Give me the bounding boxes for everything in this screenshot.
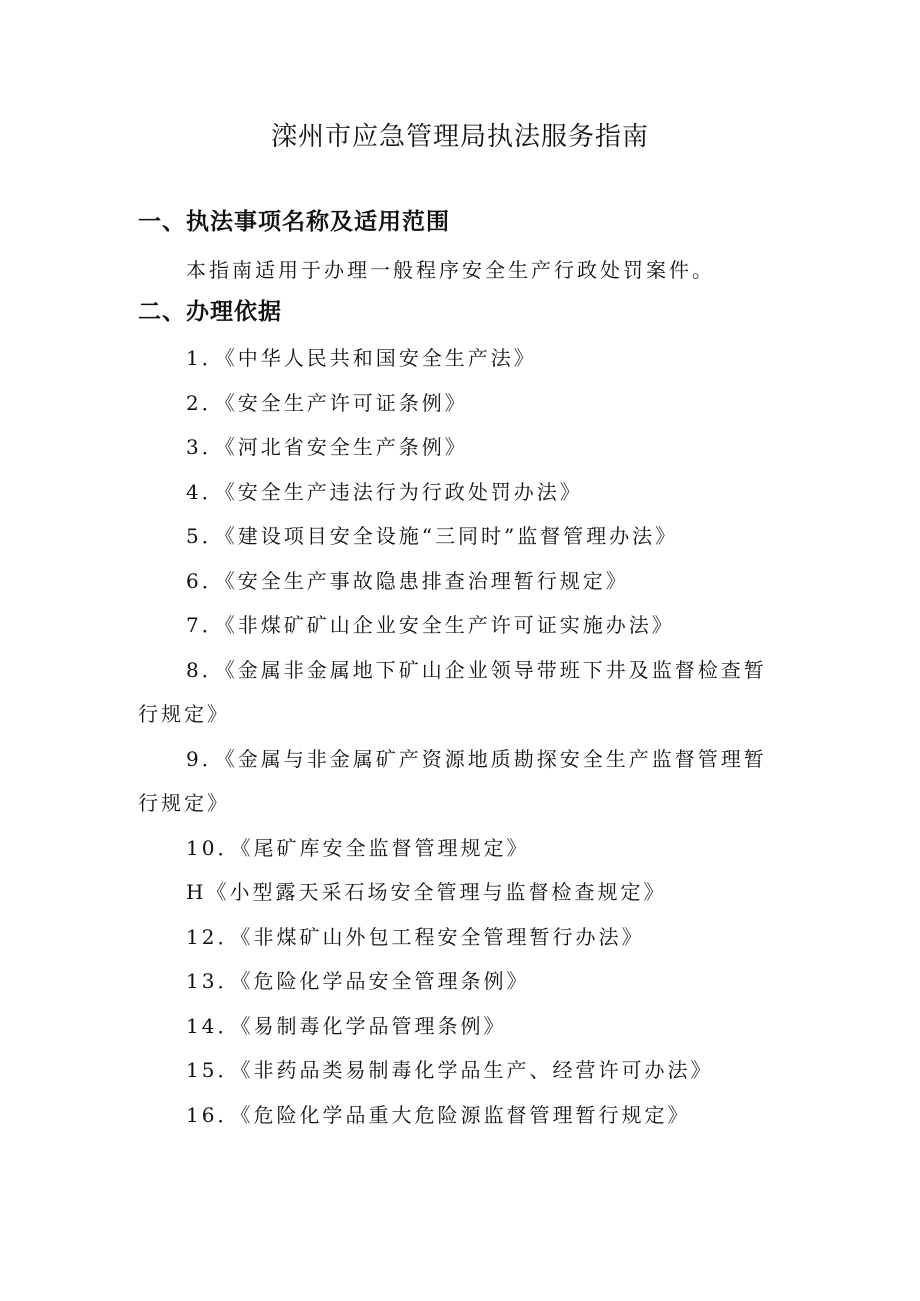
list-item: 15．《非药品类易制毒化学品生产、经营许可办法》: [186, 1058, 714, 1082]
list-item: 3．《河北省安全生产条例》: [186, 435, 468, 459]
section-heading-basis: 二、办理依据: [138, 299, 282, 325]
list-item: 12．《非煤矿山外包工程安全管理暂行办法》: [186, 924, 645, 949]
scope-paragraph: 本指南适用于办理一般程序安全生产行政处罚案件。: [186, 258, 715, 282]
list-item: 14．《易制毒化学品管理条例》: [186, 1013, 507, 1038]
basis-list: [138, 336, 788, 1137]
list-item: 13．《危险化学品安全管理条例》: [186, 969, 530, 993]
list-item: 9．《金属与非金属矿产资源地质勘探安全生产监督管理暂行规定》: [138, 746, 767, 815]
list-item: 1．《中华人民共和国安全生产法》: [186, 346, 537, 370]
list-item: 16．《危险化学品重大危险源监督管理暂行规定》: [186, 1102, 691, 1127]
section-heading-scope: 一、执法事项名称及适用范围: [138, 209, 450, 235]
list-item: 6．《安全生产事故隐患排查治理暂行规定》: [186, 568, 629, 593]
document-title: 滦州市应急管理局执法服务指南: [270, 122, 649, 152]
list-item: 7．《非煤矿矿山企业安全生产许可证实施办法》: [186, 613, 675, 637]
list-item: 10．《尾矿库安全监督管理规定》: [186, 835, 530, 860]
list-item: 4．《安全生产违法行为行政处罚办法》: [186, 479, 583, 504]
list-item: 5．《建设项目安全设施“三同时”监督管理办法》: [186, 524, 679, 548]
list-item: 2．《安全生产许可证条例》: [186, 390, 468, 415]
list-item: 8．《金属非金属地下矿山企业领导带班下井及监督检查暂行规定》: [138, 657, 767, 726]
list-item: H《小型露天采石场安全管理与监督检查规定》: [186, 880, 667, 904]
